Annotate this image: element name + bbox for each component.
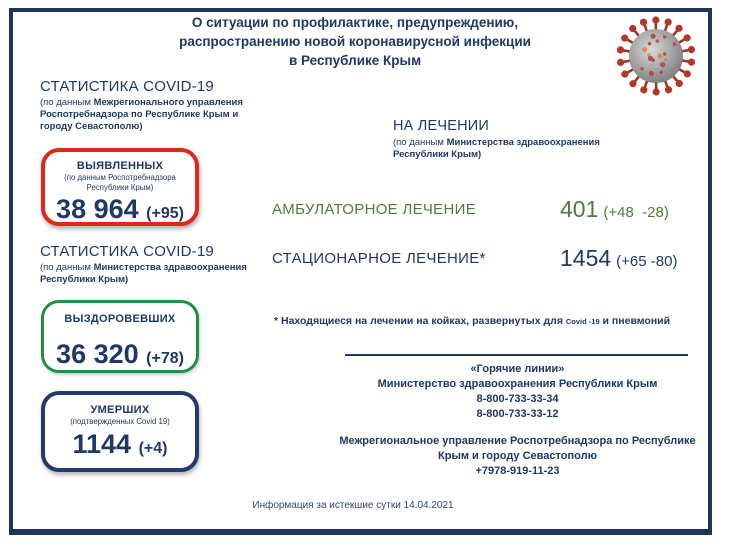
recovered-label: ВЫЗДОРОВЕВШИХ xyxy=(64,313,176,325)
detected-label: ВЫЯВЛЕННЫХ xyxy=(76,160,164,172)
footnote-text: * Находящиеся на лечении на койках, развернутых для xyxy=(274,315,566,327)
deceased-value: 1144 xyxy=(72,428,132,459)
source-prefix: (по данным xyxy=(393,137,447,148)
minzdrav-phone-1: 8-800-733-33-34 xyxy=(476,393,559,405)
title-line-3: в Республике Крым xyxy=(288,53,422,68)
footnote-covid: Covid -19 xyxy=(565,317,600,326)
recovered-value-line xyxy=(44,339,196,374)
recovered-value: 36 320 xyxy=(56,339,139,369)
source-prefix: (по данным xyxy=(40,262,94,273)
title-line-2: распространению новой коронавирусной инфекции xyxy=(179,34,531,49)
deceased-source: (подтвержденных Covid 19) xyxy=(70,417,170,426)
source-name: Межрегионального управления Роспотребнадзора по Республике Крым и городу Севастополю) xyxy=(40,97,243,132)
rospotrebnadzor-name: Межрегиональное управление Роспотребнадзора по Республике Крым и городу Севастополю xyxy=(339,435,696,462)
inpatient-treatment-label: СТАЦИОНАРНОЕ ЛЕЧЕНИЕ* xyxy=(272,250,486,267)
detected-box xyxy=(41,148,199,226)
inpatient-treatment-value-line xyxy=(560,245,677,271)
ambulatory-treatment-label: АМБУЛАТОРНОЕ ЛЕЧЕНИЕ xyxy=(272,201,477,218)
stats-source-minzdrav xyxy=(40,262,268,286)
treatment-footnote xyxy=(274,315,670,327)
deceased-label: УМЕРШИХ xyxy=(90,404,150,416)
detected-value-line xyxy=(45,194,195,229)
title-line-1: О ситуации по профилактике, предупреждению, xyxy=(191,15,519,30)
treatment-heading: НА ЛЕЧЕНИИ xyxy=(393,118,490,134)
detected-value: 38 964 xyxy=(56,194,139,224)
deceased-box xyxy=(41,391,199,472)
detected-source: (по данным Роспотребнадзора Республики Крым) xyxy=(64,173,176,192)
minzdrav-phone-2: 8-800-733-33-12 xyxy=(476,408,559,420)
rospotrebnadzor-hotline-block xyxy=(335,434,700,479)
ambulatory-treatment-value: 401 xyxy=(560,196,599,222)
recovered-delta: (+78) xyxy=(146,350,184,367)
stats-heading-rospotrebnadzor: СТАТИСТИКА COVID-19 xyxy=(40,78,214,95)
divider-line xyxy=(345,354,688,356)
inpatient-treatment-value: 1454 xyxy=(560,245,612,271)
rospotrebnadzor-phone: +7978-919-11-23 xyxy=(475,465,560,477)
hotlines-title: «Горячие линии» xyxy=(470,363,565,375)
stats-heading-minzdrav: СТАТИСТИКА COVID-19 xyxy=(40,243,214,260)
minzdrav-name: Министерство здравоохранения Республики Крым xyxy=(377,378,658,390)
source-name: Министерства здравоохранения Республики Крым) xyxy=(393,137,600,160)
ambulatory-treatment-value-line xyxy=(560,196,669,222)
inpatient-treatment-delta: (+65 -80) xyxy=(616,253,678,270)
source-name: Министерства здравоохранения Республики Крым) xyxy=(40,262,247,285)
page-title xyxy=(90,13,620,70)
hotlines-block xyxy=(335,362,700,422)
footnote-suffix: и пневмоний xyxy=(599,315,671,327)
recovered-box xyxy=(41,300,199,373)
source-prefix: (по данным xyxy=(40,97,94,108)
coronavirus-icon xyxy=(612,12,700,98)
detected-delta: (+95) xyxy=(146,205,184,222)
ambulatory-treatment-delta: (+48 -28) xyxy=(603,204,669,221)
treatment-source xyxy=(393,137,641,161)
deceased-value-line xyxy=(45,429,195,464)
deceased-delta: (+4) xyxy=(138,439,168,457)
report-date-note: Информация за истекшие сутки 14.04.2021 xyxy=(252,500,454,511)
stats-source-rospotrebnadzor xyxy=(40,97,268,133)
